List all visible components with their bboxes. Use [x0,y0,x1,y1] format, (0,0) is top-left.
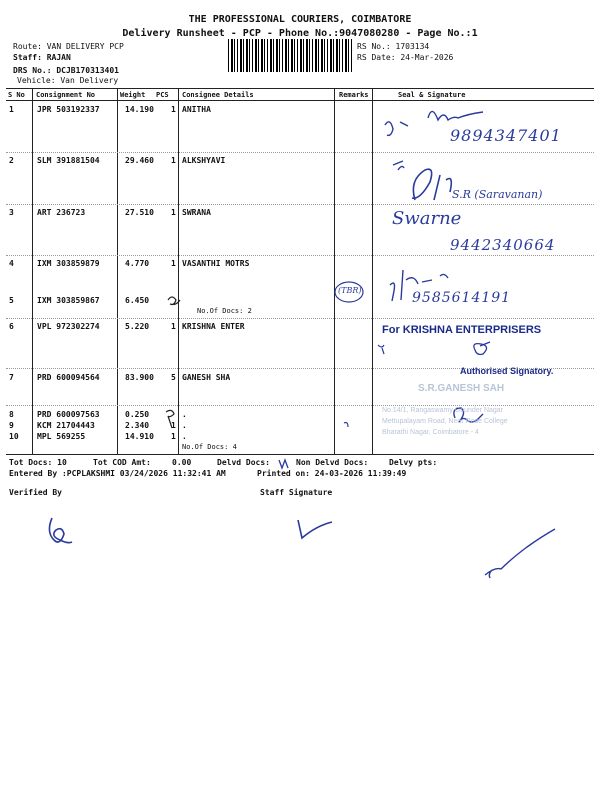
row-pcs: 5 [171,373,176,382]
staff-label: Staff: RAJAN [13,53,71,62]
stamp-line: Bharathi Nagar, Coimbatore - 4 [382,429,479,436]
row-weight: 2.340 [125,421,150,430]
authorised-signatory-stamp: Authorised Signatory. [460,366,554,376]
row-pcs: 1 [171,432,176,441]
row-sno: 7 [9,373,14,382]
row-consignment: MPL 569255 [37,432,86,441]
row-consignment: SLM 391881504 [37,156,100,165]
delivered-docs: Delvd Docs: [217,458,270,467]
row-sno: 2 [9,156,14,165]
row-consignment: VPL 972302274 [37,322,100,331]
row-sno: 8 [9,410,14,419]
col-header-consignee: Consignee Details [182,91,254,99]
row-consignment: PRD 600094564 [37,373,100,382]
pcs-scribble [166,410,174,428]
krishna-stamp: For KRISHNA ENTERPRISERS [382,324,542,336]
signature-mark [474,342,490,355]
col-header-pcs: PCS [156,91,169,99]
row-sno: 3 [9,208,14,217]
col-header-weight: Weight [120,91,146,99]
handwritten-phone: 9585614191 [412,290,512,306]
entered-by: Entered By :PCPLAKSHMI 03/24/2026 11:32:41 AM [9,469,226,478]
row-consignment: IXM 303859879 [37,259,100,268]
row-pcs: 1 [171,105,176,114]
row-sno: 1 [9,105,14,114]
delvd-mark [279,460,288,468]
row-consignee: . [182,410,187,419]
row-consignee: ANITHA [182,105,211,114]
stamp-line: Mettupalayam Road, Near Rose College [382,418,508,425]
row-consignee: . [182,421,187,430]
row-pcs: 1 [171,156,176,165]
signature-mark [412,169,451,200]
row-sno: 5 [9,296,14,305]
remark-mark [344,423,348,428]
vehicle-label: Vehicle: Van Delivery [17,76,119,85]
route-label: Route: VAN DELIVERY PCP [13,42,124,51]
delivery-points: Delvy pts: [389,458,438,467]
handwritten-remark: (TBR) [338,286,362,295]
row-consignee: GANESH SHA [182,373,231,382]
row-consignee: ALKSHYAVI [182,156,226,165]
col-header-consignment: Consignment No [36,91,96,99]
non-delivered-docs: Non Delvd Docs: [296,458,369,467]
handwritten-phone: 9894347401 [450,126,562,145]
col-header-signature: Seal & Signature [398,91,466,99]
printed-on: Printed on: 24-03-2026 11:39:49 [257,469,407,478]
row-consignment: IXM 303859867 [37,296,100,305]
signature-mark [485,529,555,578]
col-header-remarks: Remarks [339,91,369,99]
row-consignee: SWRANA [182,208,211,217]
row-weight: 14.190 [125,105,154,114]
total-docs: Tot Docs: 10 [9,458,67,467]
row-weight: 29.460 [125,156,154,165]
row-docs-note: No.Of Docs: 4 [182,443,237,451]
row-sno: 10 [9,432,19,441]
row-consignee: KRISHNA ENTER [182,322,245,331]
staff-signature-label: Staff Signature [260,488,333,497]
company-title: THE PROFESSIONAL COURIERS, COIMBATORE [188,14,412,25]
runsheet-subtitle: Delivery Runsheet - PCP - Phone No.:9047080280 - Page No.:1 [122,28,478,39]
signature-mark [378,345,384,354]
row-docs-note: No.Of Docs: 2 [197,307,252,315]
handwritten-phone: 9442340664 [450,236,556,254]
row-consignment: PRD 600097563 [37,410,100,419]
signature-mark [393,161,404,170]
row-consignment: KCM 21704443 [37,421,95,430]
row-pcs: 1 [171,421,176,430]
col-header-sno: S No [8,91,25,99]
row-sno: 6 [9,322,14,331]
pcs-scribble [168,297,180,305]
row-pcs: 1 [171,208,176,217]
stamp-line: No.14/1, Rangaswamy Gounder Nagar [382,407,504,414]
total-cod-label: Tot COD Amt: [93,458,151,467]
signature-mark [385,122,408,136]
row-consignment: JPR 503192337 [37,105,100,114]
signature-mark [428,111,483,120]
row-sno: 9 [9,421,14,430]
total-cod-value: 0.00 [172,458,192,467]
row-pcs: 1 [171,259,176,268]
staff-signature-mark [298,520,332,538]
row-sno: 4 [9,259,14,268]
row-consignee: . [182,432,187,441]
handwritten-name: Swarne [392,208,462,229]
row-pcs: 1 [171,322,176,331]
rs-date: RS Date: 24-Mar-2026 [357,53,454,62]
row-consignment: ART 236723 [37,208,86,217]
row-weight: 0.250 [125,410,150,419]
handwritten-sign: S.R (Saravanan) [452,188,543,201]
row-consignee: VASANTHI MOTRS [182,259,250,268]
row-weight: 83.900 [125,373,154,382]
drs-label: DRS No.: DCJB170313401 [13,66,119,75]
verified-signature [49,518,72,543]
row-weight: 4.770 [125,259,150,268]
stamp-line: S.R.GANESH SAH [418,383,505,394]
row-weight: 14.910 [125,432,154,441]
row-weight: 6.450 [125,296,150,305]
verified-by-label: Verified By [9,488,62,497]
rs-number: RS No.: 1703134 [357,42,430,51]
row-weight: 5.220 [125,322,150,331]
row-weight: 27.510 [125,208,154,217]
